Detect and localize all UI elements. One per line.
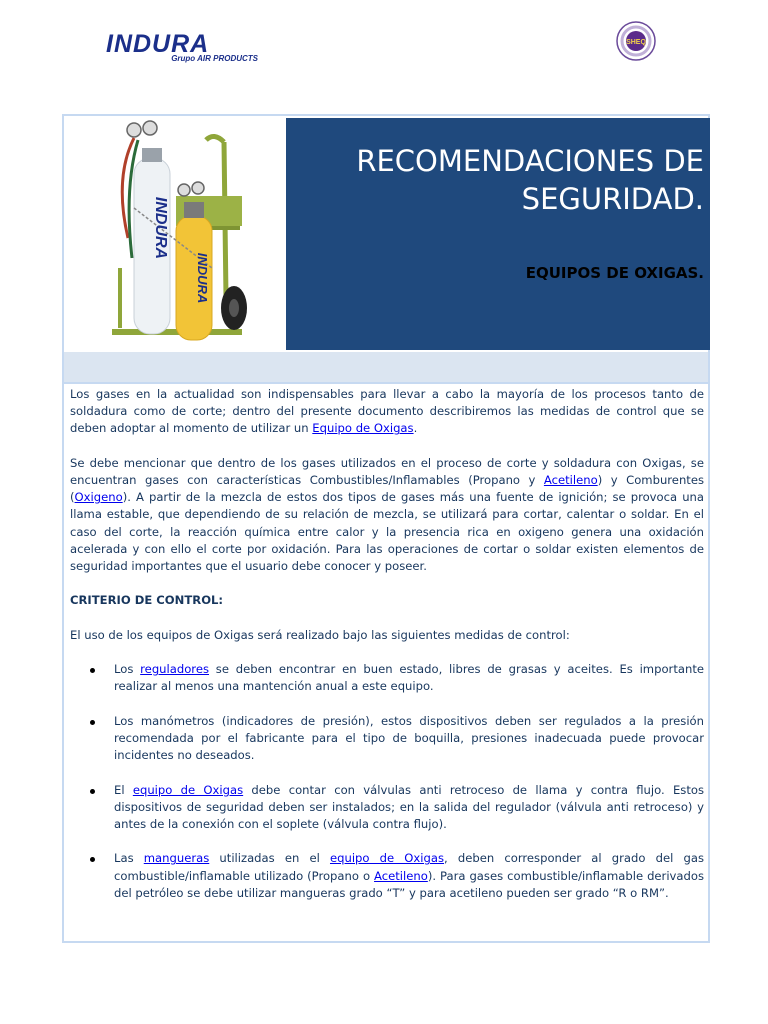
list-item: El equipo de Oxigas debe contar con válvulas anti retroceso de llama y contra flujo. Estos dispositivos de seguridad deben ser instalados; en la salida del regulador (válvula anti retroceso) y antes de la conexión con el soplete (válvula contra flujo).	[70, 782, 704, 834]
section-heading: CRITERIO DE CONTROL:	[70, 593, 224, 608]
oxigas-equipment-image	[94, 118, 254, 350]
logo-subtitle: Grupo AIR PRODUCTS	[171, 54, 258, 63]
cylinder-label-yellow: INDURA	[195, 252, 210, 304]
intro-paragraph-1: Los gases en la actualidad son indispensables para llevar a cabo la mayoría de los procesos tanto de soldadura como de corte; dentro del presente documento describiremos las medidas de control que se deben adoptar al momento de utilizar un Equipo de Oxigas.	[70, 387, 704, 436]
link-mangueras[interactable]: mangueras	[143, 851, 210, 866]
bullet-icon	[90, 668, 95, 673]
link-oxigeno[interactable]: Oxigeno	[74, 490, 123, 505]
link-acetileno[interactable]: Acetileno	[543, 473, 598, 487]
title-banner	[286, 118, 710, 350]
bullet-icon	[90, 720, 95, 725]
cylinder-label-white: INDURA	[152, 196, 169, 260]
sheq-label: SHEQ	[626, 39, 646, 46]
bullet-icon	[90, 857, 95, 862]
list-item: Las mangueras utilizadas en el equipo de Oxigas, deben corresponder al grado del gas combustible/inflamable utilizado (Propano o Acetileno). Para gases combustible/inflamable derivados del petróleo se debe utilizar mangueras grado “T” y para acetileno pueden ser grado “R o RM”.	[70, 850, 704, 902]
control-measures-list	[70, 661, 704, 902]
link-reguladores[interactable]: reguladores	[140, 662, 209, 677]
link-acetileno[interactable]: Acetileno	[374, 868, 428, 883]
page-title	[304, 142, 704, 218]
section-lead: El uso de los equipos de Oxigas será realizado bajo las siguientes medidas de control:	[70, 627, 570, 642]
divider-strip	[64, 352, 708, 382]
link-equipo-de-oxigas[interactable]: equipo de Oxigas	[132, 782, 244, 797]
link-equipo-de-oxigas[interactable]: equipo de Oxigas	[329, 851, 445, 866]
title-line-2: SEGURIDAD.	[521, 182, 704, 216]
indura-logo	[106, 32, 266, 64]
title-line-1: RECOMENDACIONES DE	[356, 144, 704, 178]
intro-paragraph-2: Se debe mencionar que dentro de los gases utilizados en el proceso de corte y soldadura con Oxigas, se encuentran gases con características Combustibles/Inflamables (Propano y Acetileno) y Comburentes (Oxigeno). A partir de la mezcla de estos dos tipos de gases más una fuente de ignición; se provoca una llama estable, que dependiendo de su relación de mezcla, se utilizará para cortar, calentar o soldar. En el caso del corte, la reacción química entre calor y la presencia rica en oxigeno genera una oxidación acelerada y con ello el corte por oxidación. Para las operaciones de cortar o soldar existen elementos de seguridad importantes que el usuario debe conocer y poseer.	[70, 455, 705, 574]
logo-wordmark: INDURA	[106, 30, 210, 58]
list-item: Los manómetros (indicadores de presión), estos dispositivos deben ser regulados a la presión recomendada por el fabricante para el tipo de boquilla, presiones inadecuada puede provocar incidentes no deseados.	[70, 713, 704, 765]
page-subtitle: EQUIPOS DE OXIGAS.	[525, 264, 704, 282]
document-body	[70, 386, 704, 919]
link-equipo-de-oxigas[interactable]: Equipo de Oxigas	[312, 421, 414, 436]
list-item: Los reguladores se deben encontrar en buen estado, libres de grasas y aceites. Es importante realizar al menos una mantención anual a este equipo.	[70, 661, 704, 695]
document-frame	[62, 114, 710, 943]
divider-line	[64, 382, 708, 384]
bullet-icon	[90, 789, 95, 794]
sheq-seal-icon	[612, 20, 660, 62]
